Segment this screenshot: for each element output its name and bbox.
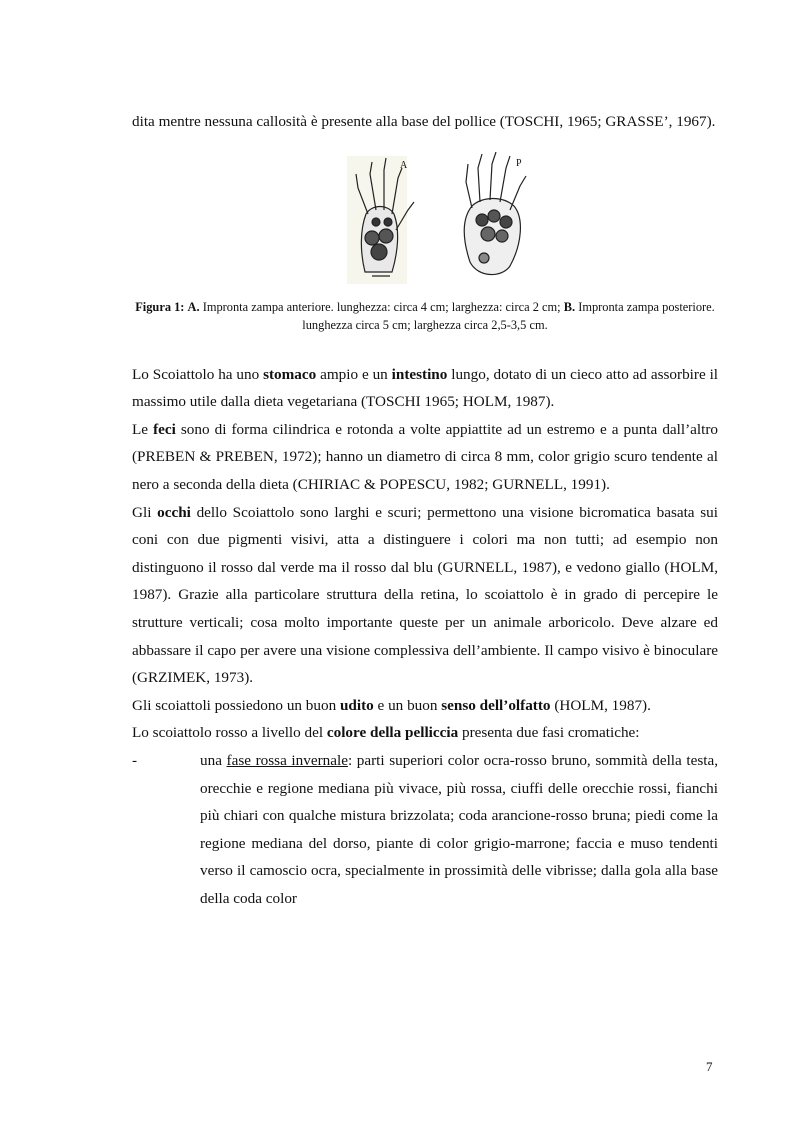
paragraph-pelliccia: Lo scoiattolo rosso a livello del colore della pelliccia presenta due fasi cromatiche:	[132, 724, 640, 742]
label-a: A	[400, 159, 408, 171]
list-item	[132, 747, 718, 913]
page-number: 7	[706, 1059, 713, 1074]
list-item-text: una fase rossa invernale: parti superiori color ocra-rosso bruno, sommità della testa, orecchie e regione mediana più vivace, più rossa, ciuffi delle orecchie rossi, fianchi più chiari con qualche mistura brizzolata; coda arancione-rosso bruna; piedi come la regione mediana del dorso, piante di color grigio-marrone; faccia e muso tendenti verso il camoscio ocra, specialmente in prossimità delle vibrisse; dalla gola alla base della coda color	[200, 751, 718, 907]
paragraph-stomaco: Lo Scoiattolo ha uno stomaco ampio e un intestino lungo, dotato di un cieco atto ad assorbire il massimo utile dalla dieta vegetariana (TOSCHI 1965; HOLM, 1987).	[132, 365, 719, 411]
paragraph-occhi: Gli occhi dello Scoiattolo sono larghi e scuri; permettono una visione bicromatica basata sui coni con due pigmenti visivi, atta a distinguere i colori ma non tutti; ad esempio non distinguono il rosso dal verde ma il rosso dal blu (GURNELL, 1987), e vedono giallo (HOLM, 1987). Grazie alla particolare struttura della retina, lo scoiattolo è in grado di percepire le strutture verticali; cosa molto importante queste per un animale arboricolo. Deve alzare ed abbassare il capo per avere una visione complessiva dell’ambiente. Il campo visivo è binoculare (GRZIMEK, 1973).	[132, 503, 718, 687]
intro-paragraph: dita mentre nessuna callosità è presente alla base del pollice (TOSCHI, 1965; GRASSE’, 1967).	[132, 113, 716, 130]
paw-prints-illustration	[132, 152, 718, 290]
figure-caption: Figura 1: A. Impronta zampa anteriore. lunghezza: circa 4 cm; larghezza: circa 2 cm; B. Impronta zampa posteriore. lunghezza circa 5 cm; larghezza circa 2,5-3,5 cm.	[135, 299, 715, 332]
label-p: P	[516, 157, 522, 169]
paragraph-udito: Gli scoiattoli possiedono un buon udito e un buon senso dell’olfatto (HOLM, 1987).	[132, 696, 651, 714]
paragraph-feci: Le feci sono di forma cilindrica e rotonda a volte appiattite ad un estremo e a punta dall’altro (PREBEN & PREBEN, 1972); hanno un diametro di circa 8 mm, color grigio scuro tendente al nero a seconda della dieta (CHIRIAC & POPESCU, 1982; GURNELL, 1991).	[132, 420, 718, 493]
page-body	[132, 108, 718, 912]
figure-paw-prints	[132, 152, 718, 290]
list-dash: -	[132, 751, 138, 769]
hind-paw-drawing	[464, 152, 526, 275]
